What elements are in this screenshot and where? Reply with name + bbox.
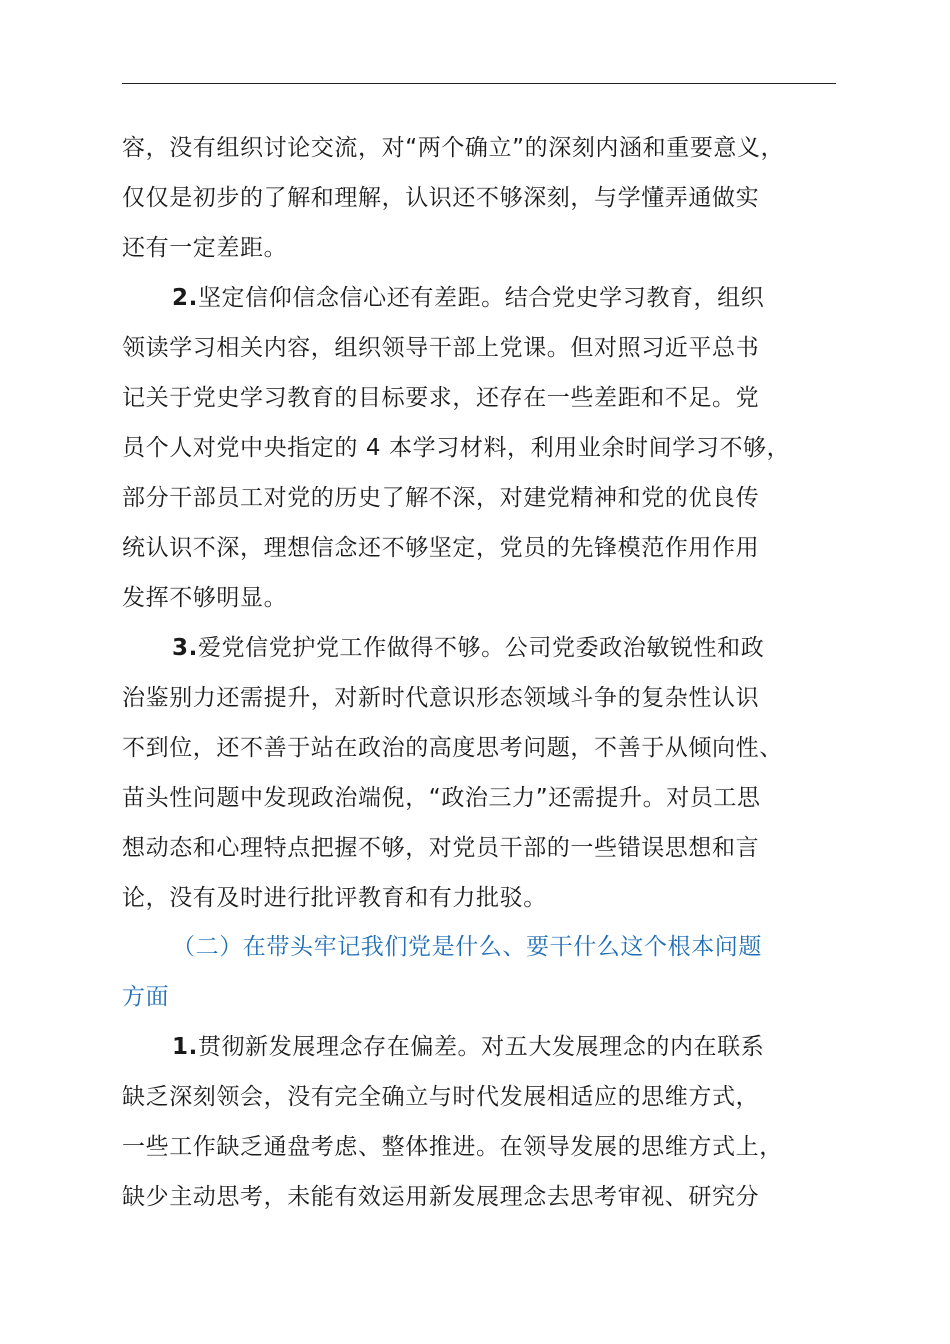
item-number: 1.: [172, 1034, 198, 1060]
item-3-first-line: [172, 628, 764, 668]
item-number: 2.: [172, 285, 198, 311]
paragraph-line: 缺少主动思考，未能有效运用新发展理念去思考审视、研究分: [122, 1184, 760, 1210]
paragraph-line: 发挥不够明显。: [122, 585, 288, 611]
item-1-first-line: [172, 1027, 764, 1067]
paragraph-line: 苗头性问题中发现政治端倪，“政治三力”还需提升。对员工思: [122, 785, 761, 811]
paragraph-line: 员个人对党中央指定的 4 本学习材料，利用业余时间学习不够，: [122, 435, 791, 461]
paragraph-line: 容，没有组织讨论交流，对“两个确立”的深刻内涵和重要意义，: [122, 135, 785, 161]
paragraph-line: 不到位，还不善于站在政治的高度思考问题，不善于从倾向性、: [122, 735, 783, 761]
paragraph-line: 记关于党史学习教育的目标要求，还存在一些差距和不足。党: [122, 385, 760, 411]
item-2-first-line: [172, 278, 764, 318]
paragraph-line: 仅仅是初步的了解和理解，认识还不够深刻，与学懂弄通做实: [122, 185, 760, 211]
item-title-text: 爱党信党护党工作做得不够。公司党委政治敏锐性和政: [197, 635, 765, 661]
item-number: 3.: [172, 635, 198, 661]
paragraph-line: 想动态和心理特点把握不够，对党员干部的一些错误思想和言: [122, 835, 760, 861]
paragraph-line: 一些工作缺乏通盘考虑、整体推进。在领导发展的思维方式上，: [122, 1134, 783, 1160]
paragraph-line: 领读学习相关内容，组织领导干部上党课。但对照习近平总书: [122, 335, 760, 361]
section-heading: （二）在带头牢记我们党是什么、要干什么这个根本问题: [172, 934, 762, 960]
header-rule: [122, 83, 836, 84]
paragraph-line: 统认识不深，理想信念还不够坚定，党员的先锋模范作用作用: [122, 535, 760, 561]
paragraph-line: 治鉴别力还需提升，对新时代意识形态领域斗争的复杂性认识: [122, 685, 760, 711]
paragraph-line: 缺乏深刻领会，没有完全确立与时代发展相适应的思维方式，: [122, 1084, 760, 1110]
paragraph-line: 论，没有及时进行批评教育和有力批驳。: [122, 885, 547, 911]
section-heading-continued: 方面: [122, 984, 170, 1010]
paragraph-line: 部分干部员工对党的历史了解不深，对建党精神和党的优良传: [122, 485, 760, 511]
paragraph-line: 还有一定差距。: [122, 235, 288, 261]
item-title-text: 贯彻新发展理念存在偏差。对五大发展理念的内在联系: [197, 1034, 765, 1060]
item-title-text: 坚定信仰信念信心还有差距。结合党史学习教育，组织: [197, 285, 765, 311]
